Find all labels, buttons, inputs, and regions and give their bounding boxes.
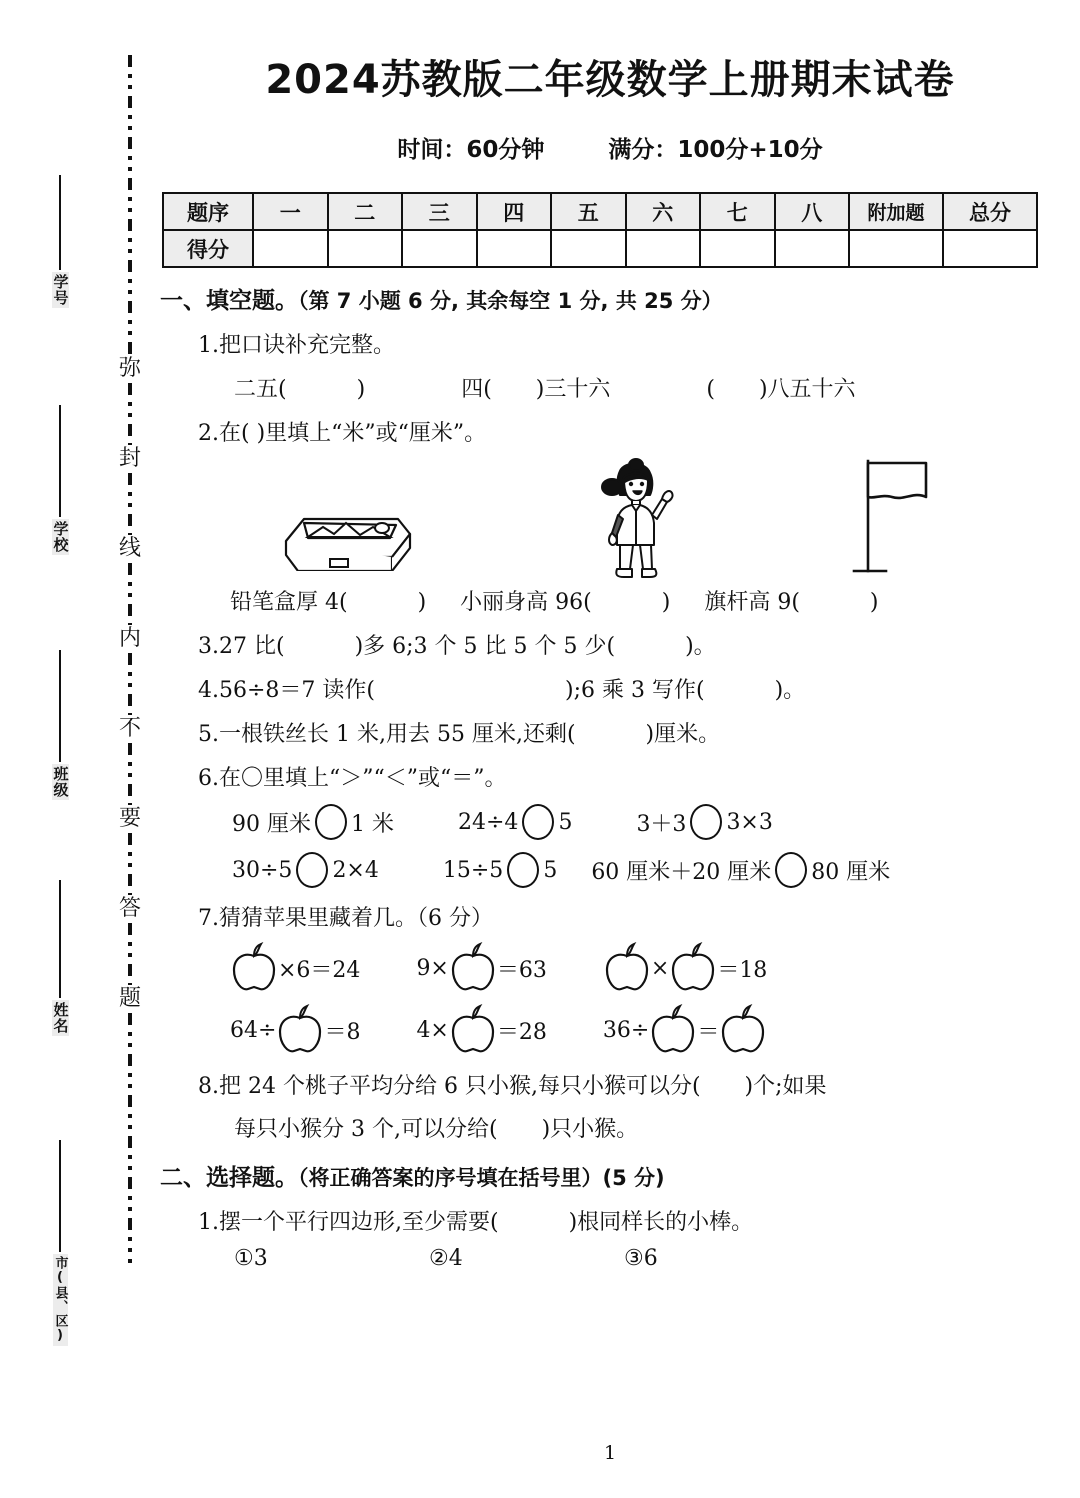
cmp-right: 1 米 — [351, 811, 394, 837]
compare-circle[interactable] — [690, 804, 722, 840]
question-7-prompt: 7.猜猜苹果里藏着几。（6 分） — [198, 906, 493, 931]
seal-label-city: 市(县、区) — [52, 1256, 68, 1344]
q2-caption-flagpole: 旗杆高 9( — [704, 590, 800, 615]
apple-icon[interactable] — [449, 942, 497, 994]
q4-part-b: );6 乘 3 写作( — [565, 678, 705, 703]
option-2[interactable]: ②4 — [429, 1246, 463, 1271]
seal-dash-segment — [128, 653, 132, 715]
question-8-line-2 — [234, 1112, 1060, 1143]
seal-dash-segment — [128, 563, 132, 625]
question-6-row-2 — [232, 852, 1060, 888]
apple-eq-pre: 64÷ — [230, 1017, 277, 1043]
exam-paper-body — [160, 0, 1060, 1498]
q2-caption-girl: 小丽身高 96( — [460, 590, 592, 615]
cmp-left: 24÷4 — [458, 809, 519, 835]
option-1[interactable]: ①3 — [234, 1246, 268, 1271]
score-col-7: 七 — [700, 193, 775, 230]
cmp-item — [458, 804, 572, 840]
seal-char-4: 内 — [118, 626, 141, 651]
apple-eq-pre: 9× — [416, 955, 449, 981]
compare-circle[interactable] — [296, 852, 328, 888]
section-1-title: 一、填空题。 — [160, 288, 298, 314]
seal-label-school: 学校 — [51, 521, 70, 553]
score-cell-7[interactable] — [700, 230, 775, 267]
exam-meta — [160, 131, 1060, 164]
question-6-prompt: 6.在〇里填上“＞”“＜”或“＝”。 — [198, 766, 507, 791]
seal-dash-segment — [128, 743, 132, 805]
option-3[interactable]: ③6 — [624, 1246, 658, 1271]
question-7-row-1 — [230, 942, 1060, 994]
apple-equation — [230, 1004, 360, 1056]
score-cell-3[interactable] — [402, 230, 477, 267]
s2q1-part-b: )根同样长的小棒。 — [568, 1210, 754, 1235]
score-col-total: 总分 — [943, 193, 1037, 230]
score-table — [162, 192, 1038, 268]
girl-icon — [590, 457, 680, 583]
apple-icon[interactable] — [276, 1004, 324, 1056]
cmp-right: 2×4 — [332, 857, 379, 883]
q2-caption-girl-close: ) — [661, 590, 671, 615]
seal-label-student-id: 学号 — [51, 274, 70, 306]
q3-part-a: 3.27 比( — [198, 634, 285, 659]
table-row-header — [163, 193, 1037, 230]
write-line — [59, 1140, 61, 1252]
compare-circle[interactable] — [315, 804, 347, 840]
seal-field-city — [38, 1140, 82, 1346]
score-cell-5[interactable] — [551, 230, 626, 267]
q4-part-a: 4.56÷8＝7 读作( — [198, 678, 375, 703]
apple-eq-mid: ＝8 — [324, 1019, 361, 1045]
question-2-illustrations — [160, 453, 1060, 583]
q1-item2-b: )三十六 — [535, 377, 611, 402]
apple-icon[interactable] — [230, 942, 278, 994]
apple-eq-pre: 4× — [416, 1017, 449, 1043]
score-col-bonus: 附加题 — [849, 193, 943, 230]
table-row-score — [163, 230, 1037, 267]
apple-eq-mid: ×6＝24 — [278, 957, 361, 983]
question-8-line-1 — [198, 1069, 1060, 1100]
apple-eq-post: ＝18 — [717, 957, 768, 983]
cmp-item — [591, 852, 890, 888]
seal-char-1: 弥 — [118, 356, 141, 381]
cmp-item — [636, 804, 772, 840]
apple-eq-mid: × — [650, 955, 670, 981]
cmp-left: 90 厘米 — [232, 811, 311, 837]
cmp-left: 60 厘米＋20 厘米 — [591, 859, 772, 885]
exam-total-score: 满分：100分+10分 — [608, 137, 823, 163]
seal-char-5: 不 — [118, 716, 141, 741]
q2-caption-pencilbox: 铅笔盒厚 4( — [230, 590, 348, 615]
question-1-prompt: 1.把口诀补充完整。 — [198, 333, 395, 358]
score-col-2: 二 — [328, 193, 403, 230]
score-cell-bonus[interactable] — [849, 230, 943, 267]
q8-part-c: 每只小猴分 3 个,可以分给( — [234, 1117, 498, 1142]
cmp-left: 15÷5 — [442, 857, 504, 883]
question-2-prompt: 2.在( )里填上“米”或“厘米”。 — [198, 421, 487, 446]
q1-item3-a: ( — [706, 377, 715, 402]
apple-eq-pre: 36÷ — [602, 1017, 650, 1043]
compare-circle[interactable] — [522, 804, 554, 840]
seal-char-6: 要 — [118, 806, 141, 831]
score-cell-total[interactable] — [943, 230, 1037, 267]
write-line — [59, 175, 61, 270]
apple-eq-mid: ＝63 — [496, 957, 547, 983]
score-cell-1[interactable] — [253, 230, 328, 267]
apple-eq-mid: ＝ — [697, 1019, 720, 1045]
seal-char-7: 答 — [118, 896, 141, 921]
section-2-note: （将正确答案的序号填在括号里）(5 分) — [298, 1166, 665, 1190]
seal-field-school — [38, 405, 82, 555]
q5-part-a: 5.一根铁丝长 1 米,用去 55 厘米,还剩( — [198, 722, 576, 747]
seal-field-student-id — [38, 175, 82, 308]
apple-equation — [416, 942, 546, 994]
apple-equation — [230, 942, 360, 994]
flagpole-icon — [848, 453, 938, 581]
score-cell-4[interactable] — [477, 230, 552, 267]
seal-char-8: 题 — [118, 986, 141, 1011]
q1-item1-b: ) — [356, 377, 366, 402]
seal-field-class — [38, 650, 82, 800]
question-2-captions — [230, 585, 1060, 616]
q5-part-b: )厘米。 — [645, 722, 721, 747]
section-1-heading — [160, 282, 1060, 315]
cmp-item — [232, 852, 379, 888]
section2-question-1-options — [234, 1246, 1060, 1271]
q1-item1-a: 二五( — [234, 377, 287, 402]
cmp-left: 30÷5 — [232, 857, 293, 883]
question-4 — [198, 673, 1060, 704]
q8-part-d: )只小猴。 — [541, 1117, 639, 1142]
q2-caption-pencilbox-close: ) — [417, 590, 427, 615]
seal-label-name: 姓名 — [51, 1002, 70, 1034]
q8-part-b: )个;如果 — [744, 1074, 827, 1099]
seal-label-class: 班级 — [51, 766, 70, 798]
score-col-6: 六 — [626, 193, 701, 230]
seal-field-name — [38, 880, 82, 1036]
cmp-right: 3×3 — [726, 809, 773, 835]
score-col-4: 四 — [477, 193, 552, 230]
section-1-note: （第 7 小题 6 分, 其余每空 1 分, 共 25 分） — [298, 289, 723, 313]
apple-equation — [416, 1004, 546, 1056]
seal-dash-segment — [128, 383, 132, 445]
question-5 — [198, 717, 1060, 748]
q3-part-c: )。 — [685, 634, 716, 659]
question-1-items — [234, 372, 1060, 403]
q3-part-b: )多 6;3 个 5 比 5 个 5 少( — [354, 634, 616, 659]
seal-dash-segment — [128, 1013, 132, 1263]
seal-dash-segment — [128, 833, 132, 895]
seal-dash-segment — [128, 55, 132, 355]
s2q1-part-a: 1.摆一个平行四边形,至少需要( — [198, 1210, 499, 1235]
q1-item2-a: 四( — [461, 377, 492, 402]
section2-question-1 — [198, 1205, 1060, 1236]
cmp-right: 80 厘米 — [811, 859, 891, 885]
section-2-heading — [160, 1159, 1060, 1192]
apple-icon[interactable] — [669, 942, 717, 994]
page-title: 2024苏教版二年级数学上册期末试卷 — [265, 57, 955, 103]
seal-dash-segment — [128, 473, 132, 535]
exam-time: 时间：60分钟 — [397, 137, 545, 163]
cmp-left: 3＋3 — [636, 811, 687, 837]
question-7-row-2 — [230, 1004, 1060, 1056]
apple-icon[interactable] — [649, 1004, 697, 1056]
score-col-8: 八 — [775, 193, 850, 230]
seal-char-3: 线 — [118, 536, 141, 561]
question-6-row-1 — [232, 804, 1060, 840]
score-cell-2[interactable] — [328, 230, 403, 267]
q8-part-a: 8.把 24 个桃子平均分给 6 只小猴,每只小猴可以分( — [198, 1074, 701, 1099]
left-margin-seal-area — [0, 0, 150, 1498]
score-cell-8[interactable] — [775, 230, 850, 267]
apple-equation — [603, 1004, 767, 1056]
apple-equation — [603, 942, 767, 994]
q2-caption-flagpole-close: ) — [869, 590, 879, 615]
write-line — [59, 650, 61, 762]
q4-part-c: )。 — [774, 678, 806, 703]
score-col-1: 一 — [253, 193, 328, 230]
write-line — [59, 405, 61, 517]
seal-dashed-line — [112, 55, 148, 1455]
score-table-row-label: 题序 — [163, 193, 253, 230]
compare-circle[interactable] — [507, 852, 539, 888]
cmp-item — [443, 852, 557, 888]
compare-circle[interactable] — [775, 852, 807, 888]
score-col-5: 五 — [551, 193, 626, 230]
question-3 — [198, 629, 1060, 660]
apple-icon[interactable] — [449, 1004, 497, 1056]
cmp-item — [232, 804, 394, 840]
score-col-3: 三 — [402, 193, 477, 230]
apple-eq-mid: ＝28 — [496, 1019, 547, 1045]
cmp-right: 5 — [558, 809, 573, 835]
apple-icon[interactable] — [719, 1004, 767, 1056]
score-cell-6[interactable] — [626, 230, 701, 267]
seal-char-2: 封 — [118, 446, 141, 471]
seal-dash-segment — [128, 923, 132, 985]
page-number: 1 — [603, 1442, 617, 1464]
score-table-row-label-score: 得分 — [163, 230, 253, 267]
write-line — [59, 880, 61, 998]
apple-icon[interactable] — [603, 942, 651, 994]
q1-item3-b: )八五十六 — [758, 377, 856, 402]
section-2-title: 二、选择题。 — [160, 1165, 298, 1191]
pencil-box-icon — [278, 501, 418, 571]
cmp-right: 5 — [543, 857, 558, 883]
